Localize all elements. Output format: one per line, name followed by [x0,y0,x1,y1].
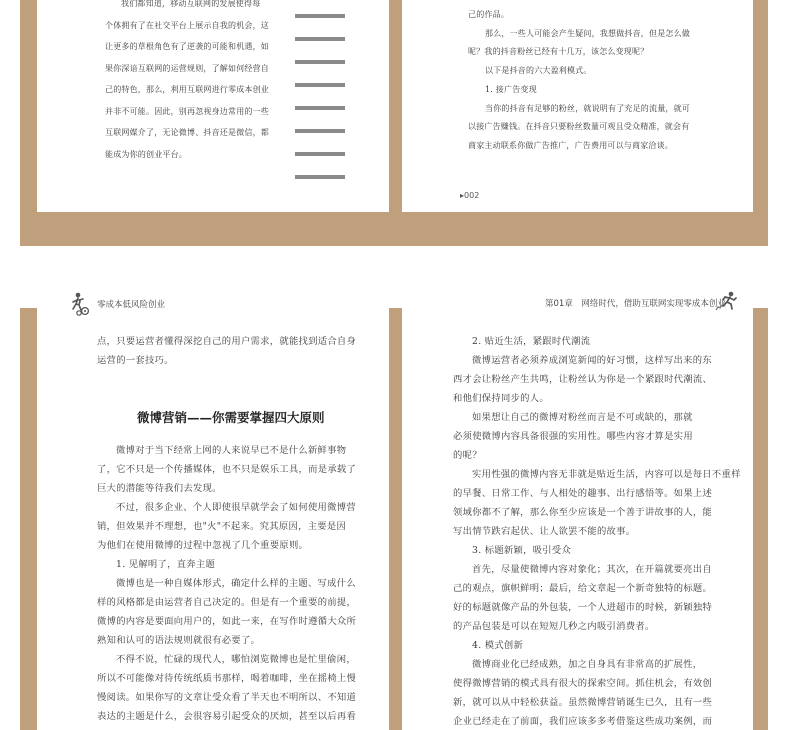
text-line: 那么，一些人可能会产生疑问，我想做抖音，但是怎么做 [485,28,690,38]
text-line: 新，就可以从中轻松获益。虽然微博营销诞生已久，且有一些 [453,697,713,708]
text-line: 4. 模式创新 [472,640,524,651]
page-number: ▸002 [460,191,480,200]
text-line: 微博的内容是要面向用户的，如此一来，在写作时遵循大众所 [97,616,357,627]
running-person-icon [715,291,739,315]
text-line: 熟知和认可的语法规则就很有必要了。 [97,635,261,646]
text-line: 以下是抖音的六大盈利模式。 [485,66,592,76]
text-line: 当你的抖音有足够的粉丝，就说明有了充足的流量，就可 [485,103,690,113]
top-left-body [105,0,269,165]
text-line: 的产品包装是可以在短短几秒之内吸引消费者。 [453,621,655,632]
text-line: 首先，尽量使微博内容对象化；其次，在开篇就要亮出自 [472,564,712,575]
text-line: 写出情节跌宕起伏、让人欲罢不能的故事。 [453,526,636,537]
text-line: 为他们在使用微博的过程中忽视了几个重要原则。 [97,540,309,551]
text-line: 1. 见解明了，直奔主题 [116,559,216,570]
text-line: 商家主动联系你做广告推广，广告费用可以与商家洽谈。 [468,140,673,150]
text-line: 实用性强的微博内容无非就是贴近生活，内容可以是每日不重样 [472,469,741,480]
top-right-page [402,0,753,212]
bottom-right-page [402,284,753,730]
text-line: 使得微博营销的模式具有很大的探索空间。抓住机会，有效创 [453,678,713,689]
person-gear-icon [70,292,92,320]
running-header: 第01章 网络时代，借助互联网实现零成本创业 [545,299,726,309]
top-left-page [37,0,389,212]
text-line: 微博对于当下经常上网的人来说早已不是什么新鲜事物 [116,445,347,456]
text-line: 微博也是一种自媒体形式，确定什么样的主题、写成什么 [116,578,356,589]
text-line: 西才会让粉丝产生共鸣，让粉丝认为你是一个紧跟时代潮流、 [453,374,713,385]
decorative-bars-icon [295,14,345,184]
text-line: 己的观点，旗帜鲜明；最后，给文章起一个新奇独特的标题。 [453,583,713,594]
text-line: 让更多的草根角色有了逆袭的可能和机遇，如 [105,42,269,51]
text-line: 不过，很多企业、个人即使很早就学会了如何使用微博营 [116,502,356,513]
text-line: 己的作品。 [468,10,509,19]
bottom-right-body [453,332,741,730]
text-line: 企业已经走在了前面，我们应该多多考借鉴这些成功案例，而 [453,716,713,727]
text-line: 的早餐、日常工作、与人相处的趣事、出行感悟等。如果上述 [453,488,713,499]
text-line: 销，但效果并不理想，也"火"不起来。究其原因，主要是因 [97,521,347,532]
text-line: 点，只要运营者懂得深挖自己的用户需求，就能找到适合自身 [97,336,357,347]
text-line: 并非不可能。因此，别再忽视身边常用的一些 [105,106,269,116]
text-line: 能成为你的创业平台。 [105,149,187,159]
text-line: 运营的一套技巧。 [97,355,174,366]
text-line: 以接广告赚钱。在抖音只要粉丝数量可观且受众精准，就会有 [468,122,690,132]
text-line: 我们都知道，移动互联网的发展使得每 [121,0,261,8]
text-line: 表达的主题是什么，会很容易引起受众的厌烦，甚至以后再看 [97,711,357,722]
text-line: 好的标题就像产品的外包装，一个人进超市的时候，新颖独特 [453,602,713,613]
text-line: 和他们保持同步的人。 [453,393,549,404]
text-line: 必须使微博内容具备很强的实用性。哪些内容才算是实用 [453,431,693,442]
running-header: 零成本低风险创业 [97,300,166,310]
text-line: 慢阅读。如果你写的文章让受众看了半天也不明所以、不知道 [97,692,357,703]
text-line: 微博运营者必须养成浏览新闻的好习惯，这样写出来的东 [472,355,712,366]
top-right-body [468,6,690,156]
text-line: 所以不可能像对待传统纸质书那样，喝着咖啡，坐在摇椅上慢 [97,673,357,684]
text-line: 巨大的潜能等待我们去发现。 [97,483,222,494]
text-line: 1. 接广告变现 [485,84,537,94]
text-line: 的呢？ [453,450,482,461]
text-line: 领域你都不了解，那么你至少应该是一个善于讲故事的人，能 [453,507,713,518]
text-line: 了，它不只是一个传播媒体，也不只是娱乐工具，而是承载了 [97,464,357,475]
intro-text [97,332,356,370]
text-line: 个体拥有了在社交平台上展示自我的机会，这 [105,20,269,30]
text-line: 微博商业化已经成熟，加之自身具有非常高的扩展性， [472,659,703,670]
text-line: 果你深谙互联网的运营规则，了解如何经营自 [105,63,269,73]
text-line: 如果想让自己的微博对粉丝而言是不可或缺的，那就 [472,412,693,423]
text-line: 2. 贴近生活，紧跟时代潮流 [472,336,591,347]
text-line: 呢？我的抖音粉丝已经有十几万，该怎么变现呢？ [468,47,649,57]
text-line: 不得不说，忙碌的现代人，哪怕浏览微博也是忙里偷闲， [116,654,356,665]
bottom-left-page [37,284,389,730]
text-line: 互联网媒介了，无论微博、抖音还是微信，都 [105,128,269,137]
text-line: 3. 标题新颖，吸引受众 [472,545,572,556]
text-line: 己的特色，那么，利用互联网进行零成本创业 [105,85,269,94]
section-title: 微博营销——你需要掌握四大原则 [137,410,325,425]
text-line: 样的风格都是由运营者自己决定的。但是有一个重要的前提， [97,597,357,608]
bottom-left-body [97,441,356,726]
